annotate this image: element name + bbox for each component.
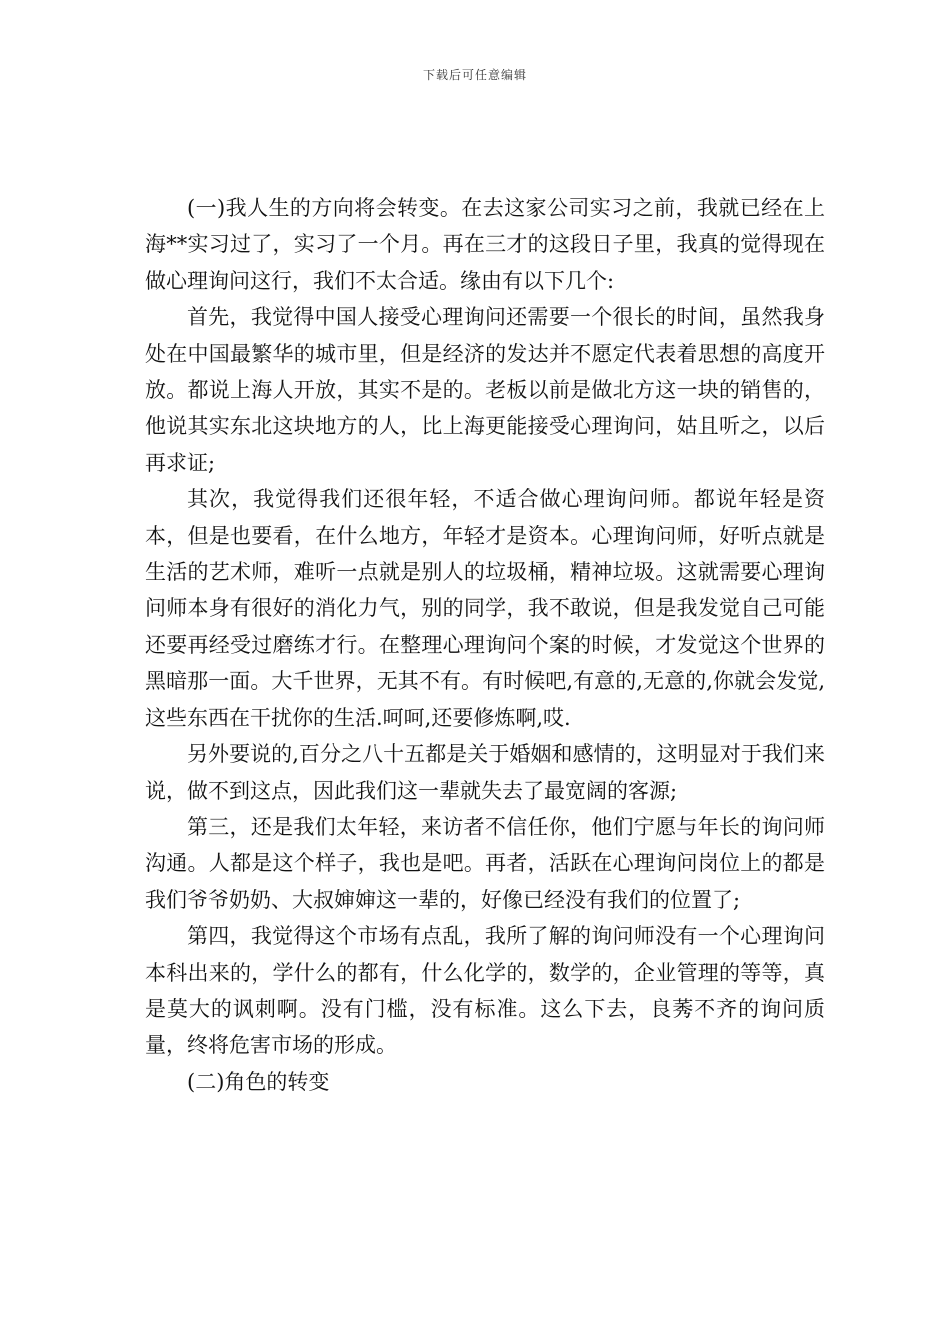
paragraph-first-reason: 首先，我觉得中国人接受心理询问还需要一个很长的时间，虽然我身处在中国最繁华的城市里，但是经济的发达并不愿定代表着思想的高度开放。都说上海人开放，其实不是的。老板以前是做北方这一块的销售的，他说其实东北这块地方的人，比上海更能接受心理询问，姑且听之，以后再求证; — [145, 305, 825, 475]
paragraph-third-reason: 第三，还是我们太年轻，来访者不信任你，他们宁愿与年长的询问师沟通。人都是这个样子，我也是吧。再者，活跃在心理询问岗位上的都是我们爷爷奶奶、大叔婶婶这一辈的，好像已经没有我们的位置了; — [145, 814, 825, 912]
paragraph-fourth-reason: 第四，我觉得这个市场有点乱，我所了解的询问师没有一个心理询问本科出来的，学什么的都有，什么化学的，数学的，企业管理的等等，真是莫大的讽刺啊。没有门槛，没有标准。这么下去，良莠不齐的询问质量，终将危害市场的形成。 — [145, 924, 825, 1058]
header-note: 下载后可任意编辑 — [422, 68, 527, 82]
document-body — [145, 190, 825, 1100]
paragraph-second-reason: 其次，我觉得我们还很年轻，不适合做心理询问师。都说年轻是资本，但是也要看，在什么地方，年轻才是资本。心理询问师，好听点就是生活的艺术师，难听一点就是别人的垃圾桶，精神垃圾。这就需要心理询问师本身有很好的消化力气，别的同学，我不敢说，但是我发觉自己可能还要再经受过磨练才行。在整理心理询问个案的时候，才发觉这个世界的黑暗那一面。大千世界，无其不有。有时候吧,有意的,无意的,你就会发觉,这些东西在干扰你的生活.呵呵,还要修炼啊,哎. — [145, 487, 825, 730]
section-heading-role-change: (二)角色的转变 — [187, 1069, 330, 1094]
paragraph-additional-reason: 另外要说的,百分之八十五都是关于婚姻和感情的，这明显对于我们来说，做不到这点，因此我们这一辈就失去了最宽阔的客源; — [145, 742, 825, 803]
paragraph-direction-change: (一)我人生的方向将会转变。在去这家公司实习之前，我就已经在上海**实习过了，实习了一个月。再在三才的这段日子里，我真的觉得现在做心理询问这行，我们不太合适。缘由有以下几个: — [145, 196, 825, 293]
